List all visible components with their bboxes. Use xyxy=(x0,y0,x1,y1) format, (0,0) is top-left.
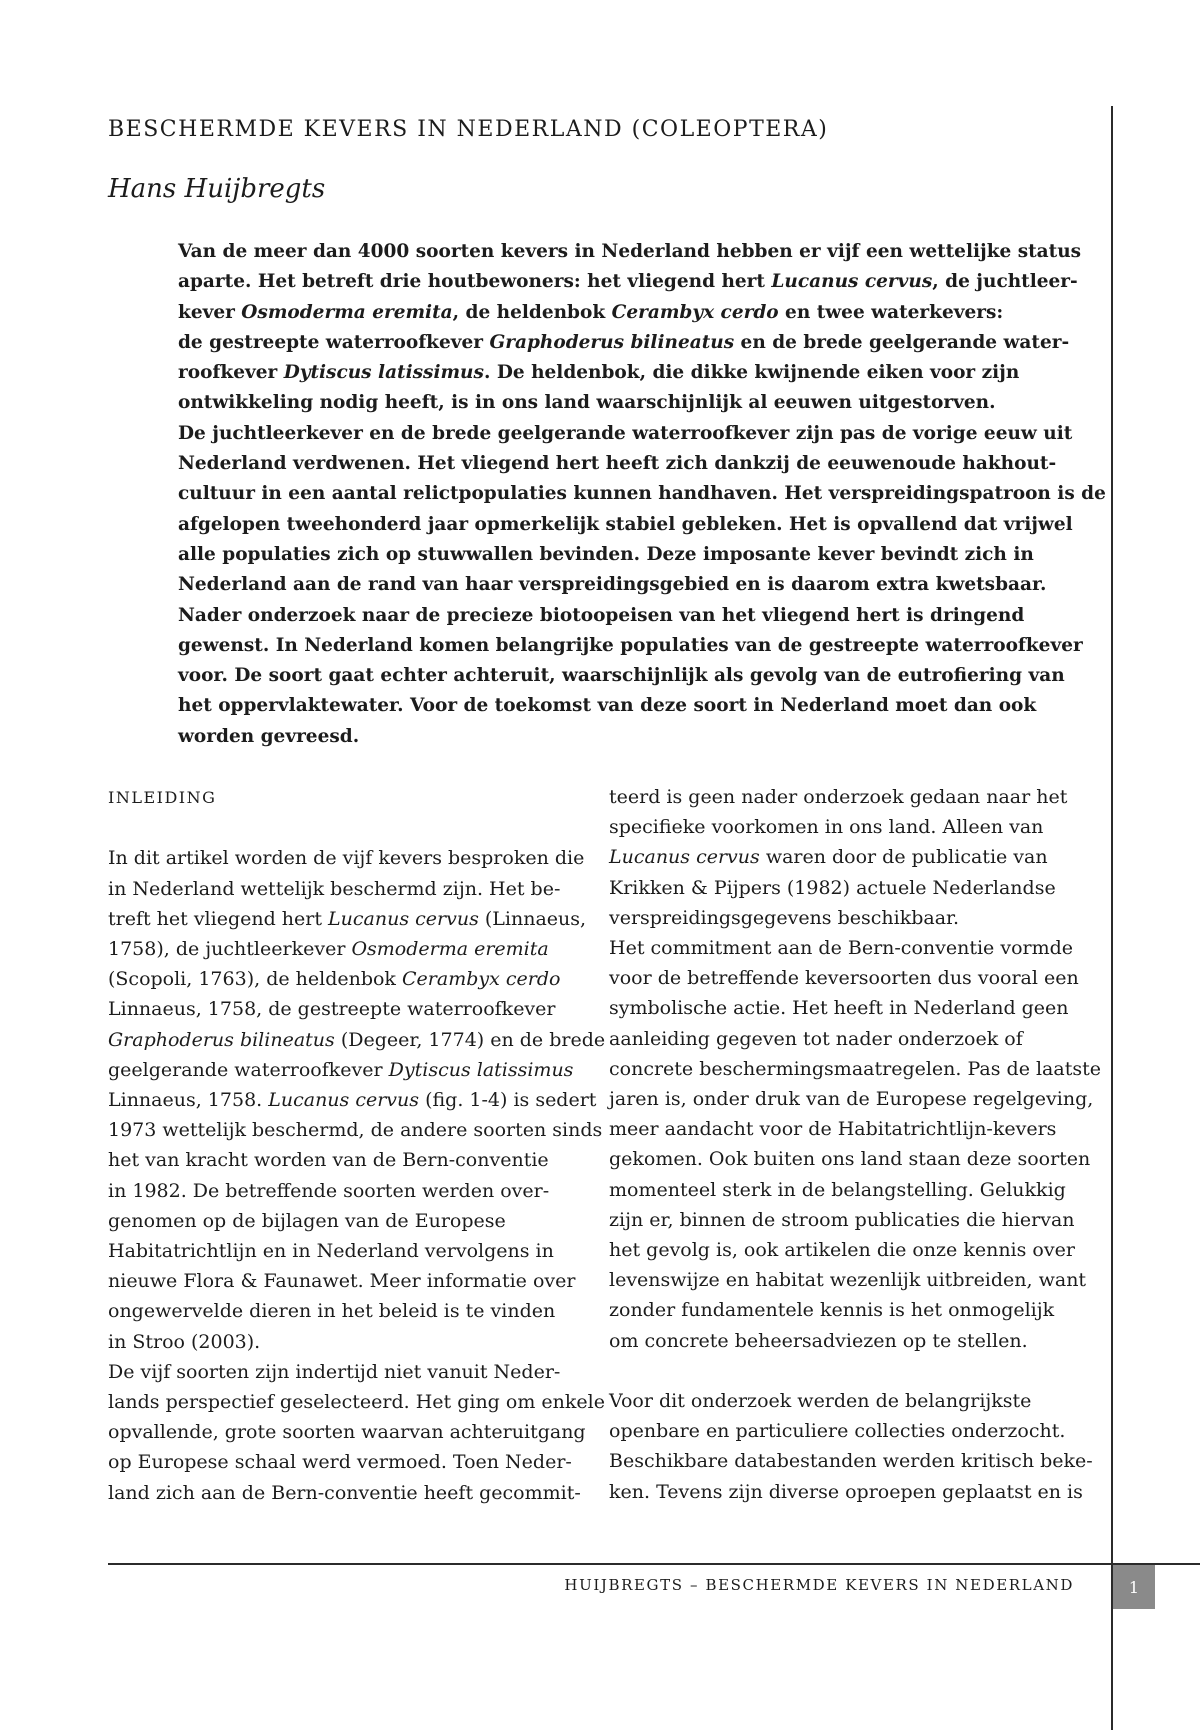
species-name: Lucanus cervus xyxy=(268,1089,420,1112)
text-segment: Voor dit onderzoek werden de belangrijkste xyxy=(609,1390,1032,1413)
abstract-line xyxy=(178,722,1008,752)
text-segment: (Degeer, 1774) en de brede xyxy=(334,1028,606,1051)
text-line xyxy=(108,1145,578,1175)
text-line xyxy=(108,934,578,964)
text-segment: genomen op de bijlagen van de Europese xyxy=(108,1209,506,1232)
running-head: HUIJBREGTS – BESCHERMDE KEVERS IN NEDERLAND xyxy=(564,1576,1074,1594)
text-line xyxy=(108,1115,603,1145)
text-line xyxy=(108,1447,578,1477)
text-segment: nieuwe Flora & Faunawet. Meer informatie over xyxy=(108,1270,576,1293)
text-line xyxy=(108,1055,578,1085)
text-segment: In dit artikel worden de vijf kevers besproken die xyxy=(108,847,585,870)
text-line xyxy=(108,1417,586,1447)
article-title: BESCHERMDE KEVERS IN NEDERLAND (COLEOPTERA) xyxy=(108,117,829,142)
text-segment: (Scopoli, 1763), de heldenbok xyxy=(108,968,402,991)
text-segment: momenteel sterk in de belangstelling. Gelukkig xyxy=(609,1178,1066,1201)
text-segment: ken. Tevens zijn diverse oproepen geplaatst en is xyxy=(609,1480,1083,1503)
text-segment: ontwikkeling nodig heeft, is in ons land waarschijnlijk al eeuwen uitgestorven. xyxy=(178,392,996,414)
text-segment: Beschikbare databestanden werden kritisch beke- xyxy=(609,1450,1093,1473)
text-line xyxy=(108,1387,605,1417)
text-segment: specifieke voorkomen in ons land. Alleen van xyxy=(609,816,1044,839)
text-line xyxy=(108,1266,578,1296)
text-line xyxy=(609,1265,1089,1295)
abstract-line xyxy=(178,510,1073,540)
text-segment: het gevolg is, ook artikelen die onze kennis over xyxy=(609,1239,1075,1262)
text-segment: geelgerande waterroofkever xyxy=(108,1058,389,1081)
text-line xyxy=(609,1235,1089,1265)
abstract-line xyxy=(178,661,1065,691)
species-name: Dytiscus latissimus xyxy=(283,362,484,384)
article-author: Hans Huijbregts xyxy=(108,174,326,204)
text-line xyxy=(609,1205,1089,1235)
text-segment: zijn er, binnen de stroom publicaties die hiervan xyxy=(609,1208,1075,1231)
text-segment: Krikken & Pijpers (1982) actuele Nederlandse xyxy=(609,876,1056,899)
text-line xyxy=(108,1236,578,1266)
text-line xyxy=(108,874,578,904)
text-line xyxy=(609,873,1089,903)
text-line xyxy=(609,963,1089,993)
body-column-left xyxy=(108,782,606,1508)
abstract-line xyxy=(178,449,1057,479)
text-segment: De juchtleerkever en de brede geelgerande waterroofkever zijn pas de vorige eeuw uit xyxy=(178,422,1073,444)
text-line xyxy=(108,782,578,813)
text-line xyxy=(609,1477,1089,1507)
text-line xyxy=(609,1175,1089,1205)
abstract-line xyxy=(178,601,1025,631)
text-segment: voor de betreffende keversoorten dus vooral een xyxy=(609,967,1079,990)
abstract-line xyxy=(178,631,1083,661)
species-name: Osmoderma eremita xyxy=(351,938,549,961)
text-segment: concrete beschermingsmaatregelen. Pas de laatste xyxy=(609,1057,1101,1080)
text-line xyxy=(108,813,578,843)
text-line xyxy=(108,964,578,994)
text-line xyxy=(609,1356,1089,1386)
text-segment: gekomen. Ook buiten ons land staan deze soorten xyxy=(609,1148,1091,1171)
abstract-line xyxy=(178,358,1020,388)
text-line xyxy=(108,1085,597,1115)
text-segment: roofkever xyxy=(178,362,284,384)
text-segment: Linnaeus, 1758. xyxy=(108,1089,269,1112)
species-name: Lucanus cervus xyxy=(609,846,760,869)
body-column-right xyxy=(609,782,1101,1507)
text-segment: levenswijze en habitat wezenlijk uitbreiden, want xyxy=(609,1269,1087,1292)
text-segment: Habitatrichtlijn en in Nederland vervolgens in xyxy=(108,1240,554,1263)
text-segment: kever xyxy=(178,301,242,323)
text-segment: in Stroo (2003). xyxy=(108,1330,261,1353)
text-segment: voor. De soort gaat echter achteruit, waarschijnlijk als gevolg van de eutrofiering van xyxy=(178,665,1065,687)
text-line xyxy=(108,1206,578,1236)
species-name: Graphoderus bilineatus xyxy=(108,1028,335,1051)
text-segment: om concrete beheersadviezen op te stellen. xyxy=(609,1329,1028,1352)
text-segment: in Nederland wettelijk beschermd zijn. Het be- xyxy=(108,877,561,900)
text-segment: (fig. 1-4) is sedert xyxy=(419,1089,597,1112)
text-line xyxy=(609,1114,1089,1144)
text-segment: aparte. Het betreft drie houtbewoners: het vliegend hert xyxy=(178,271,772,293)
text-line xyxy=(108,1357,578,1387)
text-line xyxy=(609,1416,1089,1446)
species-name: Cerambyx cerdo xyxy=(611,301,779,323)
text-line xyxy=(609,782,1089,812)
abstract-line xyxy=(178,570,1047,600)
abstract-line xyxy=(178,419,1073,449)
text-line xyxy=(609,1084,1094,1114)
text-segment: jaren is, onder druk van de Europese regelgeving, xyxy=(609,1088,1094,1111)
species-name: Cerambyx cerdo xyxy=(402,968,561,991)
text-segment: treft het vliegend hert xyxy=(108,907,329,930)
species-name: Lucanus cervus xyxy=(771,271,933,293)
text-segment: de gestreepte waterroofkever xyxy=(178,331,490,353)
text-segment: verspreidingsgegevens beschikbaar. xyxy=(609,906,960,929)
text-segment: cultuur in een aantal relictpopulaties kunnen handhaven. Het verspreidingspatroon is de xyxy=(178,483,1106,505)
text-segment: Nederland aan de rand van haar verspreidingsgebied en is daarom extra kwetsbaar. xyxy=(178,574,1047,596)
abstract-line xyxy=(178,267,1078,297)
text-line xyxy=(609,812,1089,842)
text-segment: en de brede geelgerande water- xyxy=(734,331,1070,353)
abstract-line xyxy=(178,479,1106,509)
abstract-line xyxy=(178,298,1008,328)
text-line xyxy=(609,1054,1101,1084)
species-name: Osmoderma eremita xyxy=(241,301,453,323)
abstract-line xyxy=(178,237,1082,267)
page-number: 1 xyxy=(1113,1565,1155,1609)
section-heading: INLEIDING xyxy=(108,788,217,807)
text-segment: openbare en particuliere collecties onderzocht. xyxy=(609,1420,1066,1443)
text-segment: Nederland verdwenen. Het vliegend hert heeft zich dankzij de eeuwenoude hakhout- xyxy=(178,453,1057,475)
text-segment: en twee waterkevers: xyxy=(778,301,1004,323)
text-segment: De vijf soorten zijn indertijd niet vanuit Neder- xyxy=(108,1360,561,1383)
text-line xyxy=(609,1326,1089,1356)
text-segment: alle populaties zich op stuwwallen bevinden. Deze imposante kever bevindt zich in xyxy=(178,543,1034,565)
text-segment: 1758), de juchtleerkever xyxy=(108,938,352,961)
text-line xyxy=(609,1144,1089,1174)
text-segment: Het commitment aan de Bern-conventie vormde xyxy=(609,937,1074,960)
species-name: Graphoderus bilineatus xyxy=(489,331,735,353)
text-line xyxy=(108,1327,578,1357)
text-segment: worden gevreesd. xyxy=(178,725,360,747)
species-name: Lucanus cervus xyxy=(328,907,479,930)
text-segment: op Europese schaal werd vermoed. Toen Neder- xyxy=(108,1451,572,1474)
text-segment: waren door de publicatie van xyxy=(759,846,1048,869)
text-line xyxy=(108,1478,581,1508)
text-segment: land zich aan de Bern-conventie heeft gecommit- xyxy=(108,1481,581,1504)
footer-rule xyxy=(108,1563,1200,1565)
text-segment: Van de meer dan 4000 soorten kevers in Nederland hebben er vijf een wettelijke status xyxy=(178,241,1082,262)
text-segment: het oppervlaktewater. Voor de toekomst van deze soort in Nederland moet dan ook xyxy=(178,695,1037,717)
text-segment: , de juchtleer- xyxy=(932,271,1078,293)
text-line xyxy=(609,842,1089,872)
text-line xyxy=(609,1386,1089,1416)
text-line xyxy=(609,1295,1089,1325)
text-line xyxy=(108,1025,606,1055)
text-segment: , de heldenbok xyxy=(452,301,612,323)
species-name: Dytiscus latissimus xyxy=(388,1058,574,1081)
text-segment: Linnaeus, 1758, de gestreepte waterroofkever xyxy=(108,998,556,1021)
abstract-line xyxy=(178,540,1034,570)
text-segment: zonder fundamentele kennis is het onmogelijk xyxy=(609,1299,1055,1322)
text-segment: gewenst. In Nederland komen belangrijke populaties van de gestreepte waterroofkever xyxy=(178,634,1083,656)
text-segment: het van kracht worden van de Bern-conventie xyxy=(108,1149,549,1172)
text-line xyxy=(108,994,578,1024)
text-line xyxy=(108,1296,578,1326)
abstract-line xyxy=(178,388,1008,418)
text-line xyxy=(609,993,1089,1023)
text-line xyxy=(609,1446,1093,1476)
abstract-line xyxy=(178,328,1070,358)
text-line xyxy=(609,1024,1089,1054)
text-segment: opvallende, grote soorten waarvan achteruitgang xyxy=(108,1421,586,1444)
text-line xyxy=(609,933,1089,963)
text-line xyxy=(108,843,585,873)
text-line xyxy=(108,904,587,934)
text-line xyxy=(108,1176,578,1206)
text-segment: (Linnaeus, xyxy=(478,907,587,930)
text-segment: meer aandacht voor de Habitatrichtlijn-kevers xyxy=(609,1118,1057,1141)
text-segment: Nader onderzoek naar de precieze biotoopeisen van het vliegend hert is dringend xyxy=(178,604,1025,626)
text-line xyxy=(609,903,1089,933)
text-segment: teerd is geen nader onderzoek gedaan naar het xyxy=(609,786,1068,808)
text-segment: ongewervelde dieren in het beleid is te vinden xyxy=(108,1300,556,1323)
text-segment: lands perspectief geselecteerd. Het ging om enkele xyxy=(108,1391,605,1414)
text-segment: aanleiding gegeven tot nader onderzoek of xyxy=(609,1027,1023,1050)
text-segment: in 1982. De betreffende soorten werden over- xyxy=(108,1179,550,1202)
abstract xyxy=(178,237,1106,752)
abstract-line xyxy=(178,691,1037,721)
vertical-rule xyxy=(1111,106,1113,1730)
text-segment: symbolische actie. Het heeft in Nederland geen xyxy=(609,997,1069,1020)
text-segment: 1973 wettelijk beschermd, de andere soorten sinds xyxy=(108,1119,603,1142)
text-segment: afgelopen tweehonderd jaar opmerkelijk stabiel gebleken. Het is opvallend dat vrijwel xyxy=(178,513,1073,535)
text-segment: . De heldenbok, die dikke kwijnende eiken voor zijn xyxy=(483,362,1020,384)
